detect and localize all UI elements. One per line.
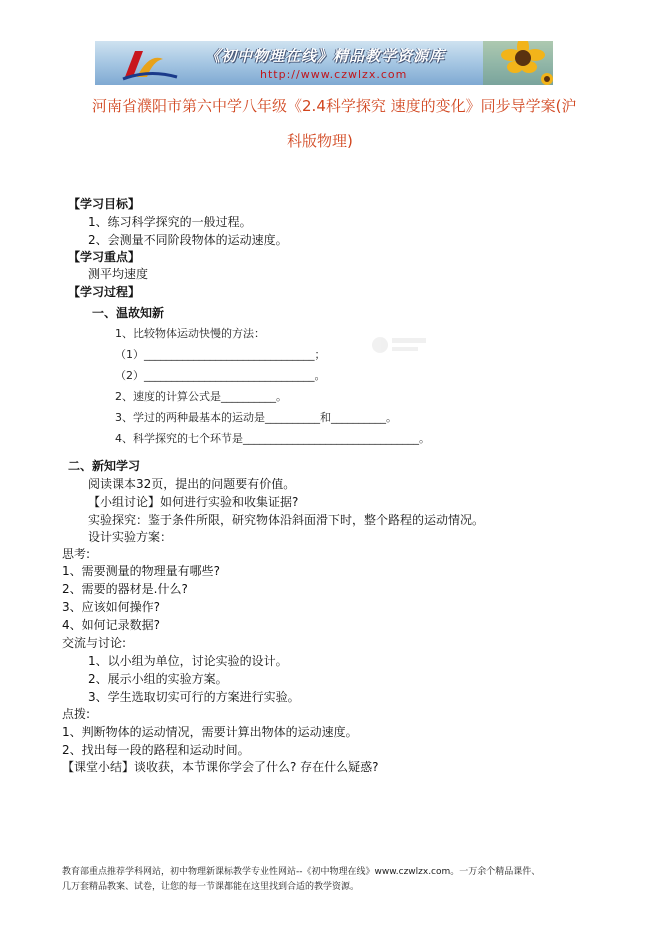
- sunflower-icon: [483, 41, 553, 85]
- think-item: 1、需要测量的物理量有哪些?: [62, 564, 221, 578]
- tips-item: 1、判断物体的运动情况，需要计算出物体的运动速度。: [62, 725, 358, 739]
- objectives-label: 【学习目标】: [68, 197, 141, 211]
- footer-line2: 几万套精品教案、试卷，让您的每一节课都能在这里找到合适的教学资源。: [62, 882, 360, 892]
- banner-title: 《初中物理在线》精品教学资源库: [205, 47, 446, 65]
- new-learning-line: 实验探究：鉴于条件所限，研究物体沿斜面滑下时，整个路程的运动情况。: [88, 513, 485, 527]
- review-question-1: 1、比较物体运动快慢的方法：: [115, 327, 265, 340]
- footer-line1: 教育部重点推荐学科网站，初中物理新课标教学专业性网站--《初中物理在线》www.czwlzx.com。一万余个精品课件、: [62, 867, 541, 877]
- review-heading: 一、温故知新: [92, 306, 165, 320]
- new-learning-heading: 二、新知学习: [68, 459, 141, 473]
- banner-url: http://www.czwlzx.com: [260, 68, 408, 81]
- objective-item: 2、会测量不同阶段物体的运动速度。: [88, 233, 288, 247]
- review-answer-1b: （2）_______________________________。: [115, 369, 326, 382]
- review-question-2: 2、速度的计算公式是__________。: [115, 390, 287, 403]
- review-answer-1a: （1）_______________________________；: [115, 348, 326, 361]
- summary-line: 【课堂小结】谈收获，本节课你学会了什么? 存在什么疑惑?: [62, 760, 379, 774]
- new-learning-line: 阅读课本32页，提出的问题要有价值。: [88, 477, 296, 491]
- tips-label: 点拨:: [62, 707, 91, 721]
- review-question-3: 3、学过的两种最基本的运动是__________和__________。: [115, 411, 397, 424]
- discuss-item: 2、展示小组的实验方案。: [88, 672, 228, 686]
- objective-item: 1、练习科学探究的一般过程。: [88, 215, 252, 229]
- discuss-item: 3、学生选取切实可行的方案进行实验。: [88, 690, 300, 704]
- new-learning-line: 设计实验方案：: [88, 530, 173, 544]
- think-label: 思考:: [62, 547, 91, 561]
- header-banner: [95, 41, 553, 85]
- discuss-item: 1、以小组为单位，讨论实验的设计。: [88, 654, 288, 668]
- new-learning-line: 【小组讨论】如何进行实验和收集证据?: [88, 495, 299, 509]
- tips-item: 2、找出每一段的路程和运动时间。: [62, 743, 250, 757]
- watermark-stamp: [370, 328, 430, 362]
- think-item: 2、需要的器材是.什么?: [62, 582, 188, 596]
- review-question-4: 4、科学探究的七个环节是________________________________。: [115, 432, 430, 445]
- think-item: 3、应该如何操作?: [62, 600, 161, 614]
- discuss-label: 交流与讨论:: [62, 636, 127, 650]
- key-point-text: 测平均速度: [88, 267, 149, 281]
- document-title-line1: 河南省濮阳市第六中学八年级《2.4科学探究 速度的变化》同步导学案(沪: [92, 97, 577, 115]
- think-item: 4、如何记录数据?: [62, 618, 161, 632]
- process-label: 【学习过程】: [68, 285, 141, 299]
- logo-icon: [119, 47, 179, 81]
- key-point-label: 【学习重点】: [68, 250, 141, 264]
- document-title-line2: 科版物理): [287, 132, 353, 150]
